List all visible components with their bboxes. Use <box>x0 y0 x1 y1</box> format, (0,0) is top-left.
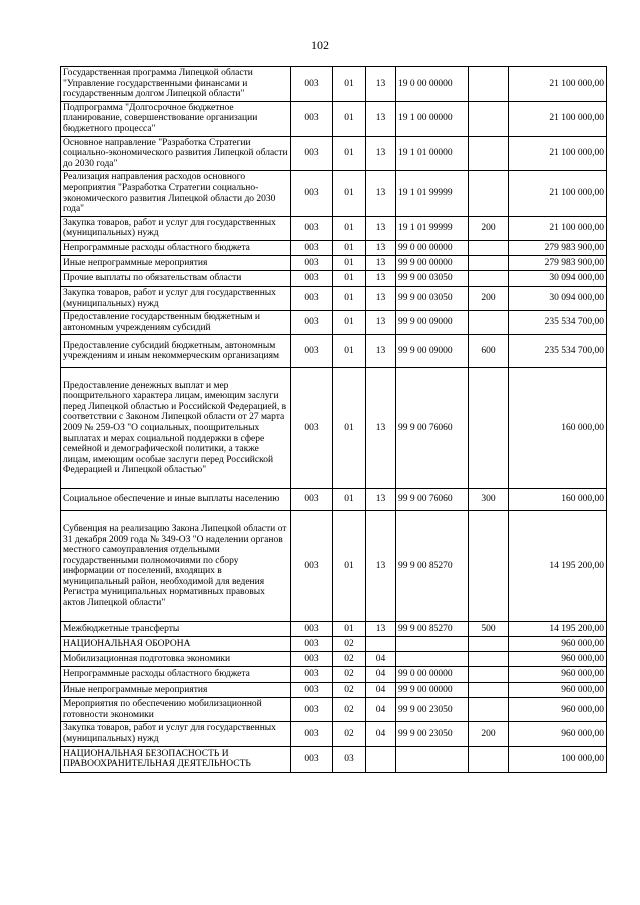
cell-code: 003 <box>291 240 333 255</box>
cell-code: 003 <box>291 368 333 489</box>
cell-name: Подпрограмма "Долгосрочное бюджетное планирование, совершенствование организации бюджетного процесса" <box>61 101 291 136</box>
cell-section: 02 <box>333 637 366 652</box>
cell-name: Субвенция на реализацию Закона Липецкой области от 31 декабря 2009 года № 349-ОЗ "О наделении органов местного самоуправления отдельными государственными полномочиями по сбору информации от поселений, входящих в муниципальный район, необходимой для ведения Регистра муниципальных нормативных правовых актов Липецкой области" <box>61 511 291 622</box>
cell-article: 99 9 00 85270 <box>396 622 469 637</box>
table-row <box>61 698 607 722</box>
cell-name: Закупка товаров, работ и услуг для государственных (муниципальных) нужд <box>61 286 291 310</box>
table-row <box>61 101 607 136</box>
page-number: 102 <box>311 38 329 52</box>
cell-amount: 21 100 000,00 <box>509 216 607 240</box>
cell-code: 003 <box>291 722 333 746</box>
cell-amount: 960 000,00 <box>509 683 607 698</box>
cell-article: 19 1 01 99999 <box>396 171 469 216</box>
cell-section: 01 <box>333 255 366 270</box>
cell-exp-type: 300 <box>469 489 509 511</box>
cell-article: 19 1 01 00000 <box>396 136 469 171</box>
cell-exp-type <box>469 101 509 136</box>
cell-subsection: 13 <box>366 368 396 489</box>
cell-name: Мероприятия по обеспечению мобилизационной готовности экономики <box>61 698 291 722</box>
cell-code: 003 <box>291 746 333 772</box>
table-row <box>61 489 607 511</box>
cell-section: 01 <box>333 489 366 511</box>
cell-code: 003 <box>291 637 333 652</box>
cell-article: 19 0 00 00000 <box>396 67 469 102</box>
table-row <box>61 622 607 637</box>
cell-subsection: 13 <box>366 101 396 136</box>
cell-code: 003 <box>291 171 333 216</box>
cell-name: Непрограммные расходы областного бюджета <box>61 667 291 683</box>
cell-code: 003 <box>291 67 333 102</box>
cell-amount: 960 000,00 <box>509 722 607 746</box>
cell-exp-type <box>469 67 509 102</box>
cell-code: 003 <box>291 667 333 683</box>
cell-article: 99 9 00 23050 <box>396 698 469 722</box>
cell-article: 19 1 01 99999 <box>396 216 469 240</box>
cell-exp-type <box>469 683 509 698</box>
cell-subsection: 13 <box>366 171 396 216</box>
cell-amount: 160 000,00 <box>509 368 607 489</box>
table-row <box>61 216 607 240</box>
table-row <box>61 67 607 102</box>
table-row <box>61 240 607 255</box>
cell-subsection: 04 <box>366 652 396 667</box>
cell-section: 01 <box>333 270 366 286</box>
cell-subsection: 13 <box>366 240 396 255</box>
budget-table <box>60 66 607 773</box>
table-row <box>61 311 607 335</box>
cell-subsection: 04 <box>366 698 396 722</box>
cell-section: 01 <box>333 67 366 102</box>
cell-subsection: 13 <box>366 511 396 622</box>
cell-article: 19 1 00 00000 <box>396 101 469 136</box>
cell-code: 003 <box>291 622 333 637</box>
table-row <box>61 335 607 368</box>
cell-code: 003 <box>291 255 333 270</box>
cell-amount: 100 000,00 <box>509 746 607 772</box>
cell-name: Закупка товаров, работ и услуг для государственных (муниципальных) нужд <box>61 722 291 746</box>
cell-exp-type <box>469 240 509 255</box>
cell-article: 99 9 00 00000 <box>396 683 469 698</box>
table-row <box>61 255 607 270</box>
cell-article: 99 9 00 03050 <box>396 270 469 286</box>
budget-table-body <box>61 67 607 773</box>
table-row <box>61 171 607 216</box>
cell-section: 01 <box>333 368 366 489</box>
cell-subsection: 13 <box>366 622 396 637</box>
cell-name: Основное направление "Разработка Стратегии социально-экономического развития Липецкой области до 2030 года" <box>61 136 291 171</box>
table-row <box>61 722 607 746</box>
cell-section: 01 <box>333 286 366 310</box>
cell-name: Закупка товаров, работ и услуг для государственных (муниципальных) нужд <box>61 216 291 240</box>
cell-code: 003 <box>291 335 333 368</box>
cell-amount: 21 100 000,00 <box>509 67 607 102</box>
cell-name: Предоставление денежных выплат и мер поощрительного характера лицам, имеющим заслуги перед Липецкой областью и Российской Федерацией, в соответствии с Законом Липецкой области от 27 марта 2009 № 259-ОЗ "О социальных, поощрительных выплатах и мерах социальной поддержки в сфере семейной и демографической политики, а также лицам, имеющим особые заслуги перед Российской Федерацией и Липецкой областью" <box>61 368 291 489</box>
cell-name: Мобилизационная подготовка экономики <box>61 652 291 667</box>
cell-article: 99 9 00 85270 <box>396 511 469 622</box>
table-row <box>61 368 607 489</box>
cell-name: Предоставление субсидий бюджетным, автономным учреждениям и иным некоммерческим организациям <box>61 335 291 368</box>
cell-article: 99 0 00 00000 <box>396 240 469 255</box>
cell-exp-type: 200 <box>469 722 509 746</box>
cell-amount: 160 000,00 <box>509 489 607 511</box>
cell-subsection <box>366 637 396 652</box>
cell-code: 003 <box>291 101 333 136</box>
cell-subsection: 04 <box>366 722 396 746</box>
cell-article: 99 9 00 23050 <box>396 722 469 746</box>
cell-code: 003 <box>291 652 333 667</box>
cell-section: 01 <box>333 171 366 216</box>
cell-article: 99 9 00 03050 <box>396 286 469 310</box>
cell-section: 01 <box>333 335 366 368</box>
cell-amount: 21 100 000,00 <box>509 136 607 171</box>
cell-article: 99 9 00 09000 <box>396 335 469 368</box>
cell-code: 003 <box>291 698 333 722</box>
cell-article <box>396 652 469 667</box>
cell-amount: 14 195 200,00 <box>509 622 607 637</box>
cell-article <box>396 637 469 652</box>
cell-exp-type <box>469 746 509 772</box>
cell-name: Прочие выплаты по обязательствам области <box>61 270 291 286</box>
cell-article <box>396 746 469 772</box>
cell-amount: 30 094 000,00 <box>509 286 607 310</box>
cell-amount: 279 983 900,00 <box>509 240 607 255</box>
cell-exp-type: 600 <box>469 335 509 368</box>
table-row <box>61 270 607 286</box>
cell-section: 01 <box>333 240 366 255</box>
cell-name: Иные непрограммные мероприятия <box>61 255 291 270</box>
cell-exp-type <box>469 637 509 652</box>
cell-name: Межбюджетные трансферты <box>61 622 291 637</box>
cell-name: Непрограммные расходы областного бюджета <box>61 240 291 255</box>
cell-subsection: 13 <box>366 489 396 511</box>
cell-code: 003 <box>291 511 333 622</box>
cell-subsection: 13 <box>366 286 396 310</box>
cell-amount: 21 100 000,00 <box>509 101 607 136</box>
cell-amount: 235 534 700,00 <box>509 335 607 368</box>
cell-section: 03 <box>333 746 366 772</box>
cell-subsection: 04 <box>366 667 396 683</box>
cell-code: 003 <box>291 216 333 240</box>
cell-exp-type <box>469 136 509 171</box>
cell-name: НАЦИОНАЛЬНАЯ ОБОРОНА <box>61 637 291 652</box>
cell-subsection: 13 <box>366 311 396 335</box>
cell-exp-type <box>469 667 509 683</box>
cell-exp-type: 500 <box>469 622 509 637</box>
cell-name: Государственная программа Липецкой области "Управление государственными финансами и государственным долгом Липецкой области" <box>61 67 291 102</box>
cell-name: Социальное обеспечение и иные выплаты населению <box>61 489 291 511</box>
cell-section: 01 <box>333 136 366 171</box>
cell-amount: 14 195 200,00 <box>509 511 607 622</box>
cell-subsection <box>366 746 396 772</box>
cell-section: 02 <box>333 683 366 698</box>
cell-amount: 960 000,00 <box>509 637 607 652</box>
cell-subsection: 13 <box>366 136 396 171</box>
cell-name: Предоставление государственным бюджетным и автономным учреждениям субсидий <box>61 311 291 335</box>
cell-article: 99 9 00 00000 <box>396 255 469 270</box>
cell-code: 003 <box>291 489 333 511</box>
cell-subsection: 13 <box>366 67 396 102</box>
cell-code: 003 <box>291 270 333 286</box>
cell-section: 01 <box>333 622 366 637</box>
cell-exp-type <box>469 255 509 270</box>
cell-subsection: 13 <box>366 335 396 368</box>
table-row <box>61 511 607 622</box>
cell-subsection: 13 <box>366 270 396 286</box>
cell-amount: 279 983 900,00 <box>509 255 607 270</box>
cell-name: НАЦИОНАЛЬНАЯ БЕЗОПАСНОСТЬ И ПРАВООХРАНИТЕЛЬНАЯ ДЕЯТЕЛЬНОСТЬ <box>61 746 291 772</box>
cell-article: 99 9 00 76060 <box>396 368 469 489</box>
cell-exp-type <box>469 171 509 216</box>
cell-amount: 30 094 000,00 <box>509 270 607 286</box>
cell-amount: 960 000,00 <box>509 667 607 683</box>
cell-article: 99 9 00 76060 <box>396 489 469 511</box>
cell-section: 01 <box>333 311 366 335</box>
cell-exp-type <box>469 698 509 722</box>
cell-amount: 21 100 000,00 <box>509 171 607 216</box>
cell-exp-type: 200 <box>469 216 509 240</box>
cell-section: 01 <box>333 216 366 240</box>
cell-exp-type <box>469 270 509 286</box>
cell-exp-type <box>469 311 509 335</box>
cell-code: 003 <box>291 136 333 171</box>
table-row <box>61 286 607 310</box>
cell-subsection: 13 <box>366 216 396 240</box>
cell-section: 02 <box>333 722 366 746</box>
cell-name: Реализация направления расходов основного мероприятия "Разработка Стратегии социально-экономического развития Липецкой области до 2030 года" <box>61 171 291 216</box>
cell-code: 003 <box>291 683 333 698</box>
cell-exp-type <box>469 511 509 622</box>
cell-name: Иные непрограммные мероприятия <box>61 683 291 698</box>
cell-exp-type: 200 <box>469 286 509 310</box>
table-row <box>61 652 607 667</box>
cell-article: 99 0 00 00000 <box>396 667 469 683</box>
cell-section: 02 <box>333 652 366 667</box>
cell-subsection: 13 <box>366 255 396 270</box>
cell-code: 003 <box>291 311 333 335</box>
table-row <box>61 667 607 683</box>
table-row <box>61 637 607 652</box>
cell-section: 01 <box>333 511 366 622</box>
cell-exp-type <box>469 368 509 489</box>
cell-amount: 960 000,00 <box>509 652 607 667</box>
cell-code: 003 <box>291 286 333 310</box>
cell-exp-type <box>469 652 509 667</box>
cell-section: 01 <box>333 101 366 136</box>
table-row <box>61 683 607 698</box>
table-row <box>61 136 607 171</box>
cell-section: 02 <box>333 698 366 722</box>
cell-amount: 960 000,00 <box>509 698 607 722</box>
cell-article: 99 9 00 09000 <box>396 311 469 335</box>
cell-subsection: 04 <box>366 683 396 698</box>
table-row <box>61 746 607 772</box>
cell-amount: 235 534 700,00 <box>509 311 607 335</box>
cell-section: 02 <box>333 667 366 683</box>
